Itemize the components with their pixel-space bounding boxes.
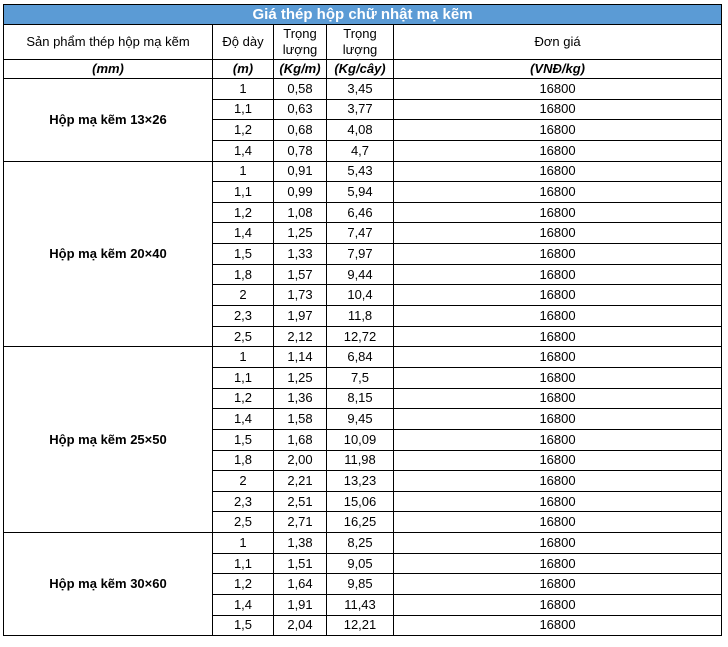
- thickness-cell: 2: [213, 471, 274, 492]
- product-name-cell: Hộp mạ kẽm 25×50: [4, 347, 213, 533]
- weight-per-m-cell: 2,04: [274, 615, 327, 636]
- weight-per-m-cell: 0,68: [274, 120, 327, 141]
- unit-price-cell: 16800: [394, 326, 722, 347]
- weight-per-bar-cell: 10,09: [327, 429, 394, 450]
- unit-row: [4, 60, 722, 79]
- weight-per-m-cell: 0,58: [274, 79, 327, 100]
- unit-price-cell: 16800: [394, 574, 722, 595]
- thickness-cell: 1,4: [213, 223, 274, 244]
- header-unit-price: Đơn giá: [394, 25, 722, 60]
- price-table-body: [4, 5, 722, 636]
- weight-per-bar-cell: 7,97: [327, 244, 394, 265]
- unit-price-cell: 16800: [394, 306, 722, 327]
- unit-price-cell: 16800: [394, 512, 722, 533]
- weight-per-bar-cell: 11,98: [327, 450, 394, 471]
- table-row: [4, 347, 722, 368]
- unit-price-cell: 16800: [394, 99, 722, 120]
- header-thickness: Độ dày: [213, 25, 274, 60]
- weight-per-m-cell: 1,36: [274, 388, 327, 409]
- unit-price-cell: 16800: [394, 553, 722, 574]
- weight-per-m-cell: 1,33: [274, 244, 327, 265]
- unit-product: (mm): [4, 60, 213, 79]
- thickness-cell: 1,5: [213, 615, 274, 636]
- weight-per-bar-cell: 9,44: [327, 264, 394, 285]
- thickness-cell: 1,5: [213, 429, 274, 450]
- header-row: [4, 25, 722, 60]
- unit-price-cell: 16800: [394, 450, 722, 471]
- price-table: [3, 4, 722, 636]
- thickness-cell: 1,8: [213, 264, 274, 285]
- thickness-cell: 1,1: [213, 553, 274, 574]
- header-product: Sản phẩm thép hộp mạ kẽm: [4, 25, 213, 60]
- unit-price-cell: 16800: [394, 615, 722, 636]
- weight-per-m-cell: 1,64: [274, 574, 327, 595]
- weight-per-bar-cell: 12,21: [327, 615, 394, 636]
- thickness-cell: 1: [213, 347, 274, 368]
- unit-price-cell: 16800: [394, 244, 722, 265]
- thickness-cell: 2,5: [213, 512, 274, 533]
- thickness-cell: 2,3: [213, 306, 274, 327]
- unit-price-cell: 16800: [394, 140, 722, 161]
- unit-price-cell: 16800: [394, 79, 722, 100]
- weight-per-m-cell: 2,00: [274, 450, 327, 471]
- unit-thickness: (m): [213, 60, 274, 79]
- weight-per-bar-cell: 13,23: [327, 471, 394, 492]
- thickness-cell: 2,3: [213, 491, 274, 512]
- product-name-cell: Hộp mạ kẽm 20×40: [4, 161, 213, 347]
- weight-per-m-cell: 2,51: [274, 491, 327, 512]
- weight-per-bar-cell: 8,15: [327, 388, 394, 409]
- weight-per-m-cell: 1,58: [274, 409, 327, 430]
- table-row: [4, 533, 722, 554]
- header-weight-per-bar: Trọng lượng: [327, 25, 394, 60]
- table-title: Giá thép hộp chữ nhật mạ kẽm: [4, 5, 722, 25]
- weight-per-m-cell: 0,99: [274, 182, 327, 203]
- unit-price-cell: 16800: [394, 264, 722, 285]
- thickness-cell: 1: [213, 161, 274, 182]
- unit-price-cell: 16800: [394, 223, 722, 244]
- weight-per-m-cell: 1,38: [274, 533, 327, 554]
- weight-per-bar-cell: 6,84: [327, 347, 394, 368]
- weight-per-bar-cell: 9,45: [327, 409, 394, 430]
- unit-price-cell: 16800: [394, 367, 722, 388]
- weight-per-m-cell: 1,97: [274, 306, 327, 327]
- unit-price-cell: 16800: [394, 409, 722, 430]
- weight-per-bar-cell: 4,7: [327, 140, 394, 161]
- weight-per-m-cell: 1,73: [274, 285, 327, 306]
- weight-per-bar-cell: 11,8: [327, 306, 394, 327]
- thickness-cell: 1,2: [213, 388, 274, 409]
- thickness-cell: 1,2: [213, 120, 274, 141]
- title-row: [4, 5, 722, 25]
- thickness-cell: 1,4: [213, 140, 274, 161]
- weight-per-m-cell: 1,25: [274, 223, 327, 244]
- unit-price-cell: 16800: [394, 202, 722, 223]
- thickness-cell: 1,1: [213, 367, 274, 388]
- unit-price-cell: 16800: [394, 285, 722, 306]
- thickness-cell: 1,5: [213, 244, 274, 265]
- weight-per-bar-cell: 3,45: [327, 79, 394, 100]
- weight-per-bar-cell: 11,43: [327, 595, 394, 616]
- unit-price-cell: 16800: [394, 471, 722, 492]
- thickness-cell: 2: [213, 285, 274, 306]
- weight-per-bar-cell: 3,77: [327, 99, 394, 120]
- weight-per-m-cell: 1,08: [274, 202, 327, 223]
- unit-price-cell: 16800: [394, 595, 722, 616]
- weight-per-m-cell: 1,57: [274, 264, 327, 285]
- weight-per-bar-cell: 8,25: [327, 533, 394, 554]
- weight-per-bar-cell: 7,47: [327, 223, 394, 244]
- weight-per-m-cell: 0,91: [274, 161, 327, 182]
- unit-price-cell: 16800: [394, 491, 722, 512]
- weight-per-bar-cell: 9,85: [327, 574, 394, 595]
- weight-per-m-cell: 1,25: [274, 367, 327, 388]
- table-row: [4, 79, 722, 100]
- weight-per-m-cell: 2,71: [274, 512, 327, 533]
- unit-price-cell: 16800: [394, 533, 722, 554]
- weight-per-m-cell: 0,78: [274, 140, 327, 161]
- thickness-cell: 1,2: [213, 202, 274, 223]
- weight-per-bar-cell: 5,94: [327, 182, 394, 203]
- unit-weight-per-m: (Kg/m): [274, 60, 327, 79]
- thickness-cell: 1: [213, 79, 274, 100]
- weight-per-bar-cell: 12,72: [327, 326, 394, 347]
- weight-per-m-cell: 1,51: [274, 553, 327, 574]
- table-row: [4, 161, 722, 182]
- thickness-cell: 1,1: [213, 99, 274, 120]
- weight-per-m-cell: 2,21: [274, 471, 327, 492]
- weight-per-bar-cell: 6,46: [327, 202, 394, 223]
- thickness-cell: 1,4: [213, 595, 274, 616]
- thickness-cell: 2,5: [213, 326, 274, 347]
- header-weight-per-m: Trọng lượng: [274, 25, 327, 60]
- weight-per-bar-cell: 5,43: [327, 161, 394, 182]
- unit-weight-per-bar: (Kg/cây): [327, 60, 394, 79]
- unit-price-cell: 16800: [394, 429, 722, 450]
- unit-price-cell: 16800: [394, 347, 722, 368]
- thickness-cell: 1,1: [213, 182, 274, 203]
- weight-per-m-cell: 1,91: [274, 595, 327, 616]
- weight-per-bar-cell: 7,5: [327, 367, 394, 388]
- weight-per-m-cell: 1,68: [274, 429, 327, 450]
- weight-per-m-cell: 1,14: [274, 347, 327, 368]
- unit-price-cell: 16800: [394, 120, 722, 141]
- thickness-cell: 1: [213, 533, 274, 554]
- product-name-cell: Hộp mạ kẽm 13×26: [4, 79, 213, 162]
- thickness-cell: 1,4: [213, 409, 274, 430]
- product-name-cell: Hộp mạ kẽm 30×60: [4, 533, 213, 636]
- unit-price-cell: 16800: [394, 388, 722, 409]
- weight-per-m-cell: 0,63: [274, 99, 327, 120]
- weight-per-bar-cell: 4,08: [327, 120, 394, 141]
- weight-per-m-cell: 2,12: [274, 326, 327, 347]
- weight-per-bar-cell: 10,4: [327, 285, 394, 306]
- weight-per-bar-cell: 9,05: [327, 553, 394, 574]
- unit-price-cell: 16800: [394, 182, 722, 203]
- unit-unit-price: (VNĐ/kg): [394, 60, 722, 79]
- weight-per-bar-cell: 16,25: [327, 512, 394, 533]
- thickness-cell: 1,8: [213, 450, 274, 471]
- thickness-cell: 1,2: [213, 574, 274, 595]
- weight-per-bar-cell: 15,06: [327, 491, 394, 512]
- unit-price-cell: 16800: [394, 161, 722, 182]
